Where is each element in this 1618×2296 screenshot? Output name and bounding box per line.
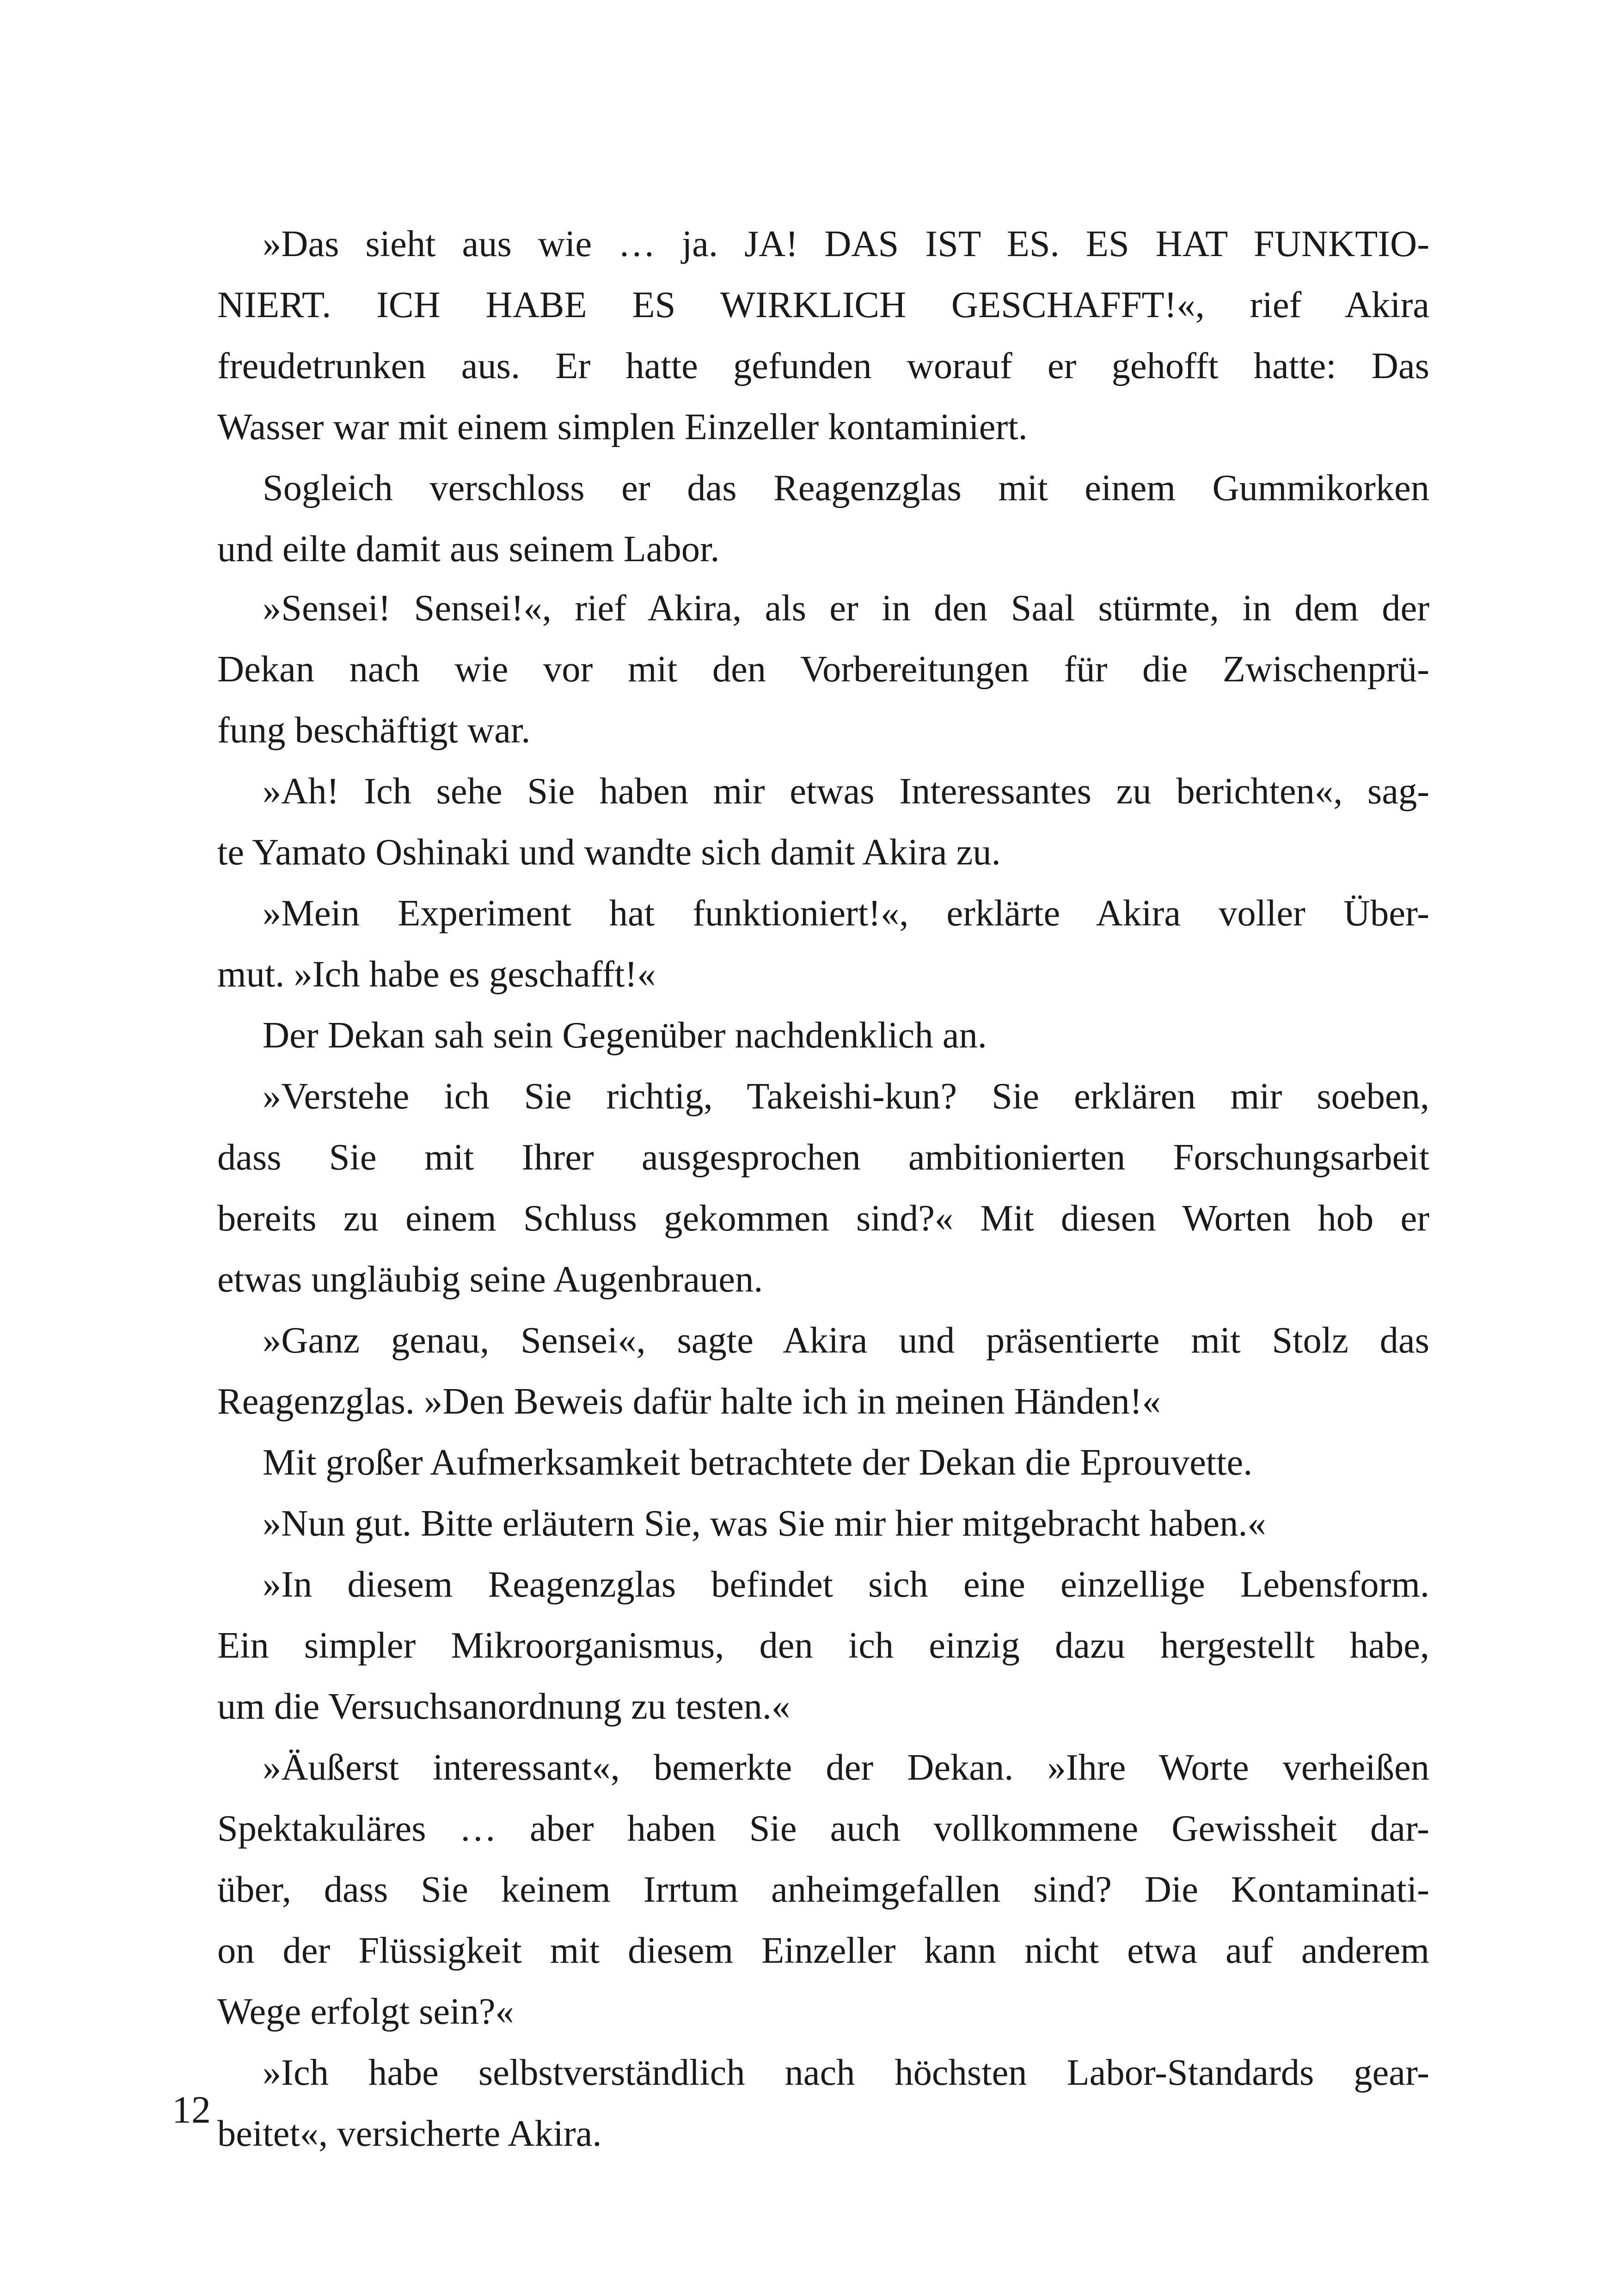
text-line: freudetrunken aus. Er hatte gefunden worauf er gehofft hatte: Das <box>217 345 1429 386</box>
paragraph <box>172 883 1429 1005</box>
paragraph <box>172 1066 1429 1310</box>
paragraph <box>172 1493 1429 1554</box>
paragraph <box>172 214 1429 458</box>
text-line: »Sensei! Sensei!«, rief Akira, als er in den Saal stürmte, in dem der <box>263 588 1429 629</box>
text-line: Der Dekan sah sein Gegenüber nachdenklich an. <box>263 1015 987 1056</box>
text-line: etwas ungläubig seine Augenbrauen. <box>217 1259 763 1300</box>
text-line: und eilte damit aus seinem Labor. <box>217 528 720 569</box>
text-line: Sogleich verschloss er das Reagenzglas mit einem Gummikorken <box>263 467 1429 508</box>
text-line: »Ganz genau, Sensei«, sagte Akira und präsentierte mit Stolz das <box>263 1320 1429 1361</box>
paragraph <box>172 2042 1429 2164</box>
text-line: »Nun gut. Bitte erläutern Sie, was Sie mir hier mitgebracht haben.« <box>263 1503 1266 1544</box>
text-line: Mit großer Aufmerksamkeit betrachtete der Dekan die Eprouvette. <box>263 1442 1253 1483</box>
text-line: über, dass Sie keinem Irrtum anheimgefallen sind? Die Kontaminati- <box>217 1869 1429 1910</box>
text-line: Dekan nach wie vor mit den Vorbereitungen für die Zwischenprü- <box>217 649 1429 690</box>
paragraph <box>172 1005 1429 1066</box>
page-number: 12 <box>172 2088 211 2131</box>
paragraph <box>172 761 1429 883</box>
text-line: Wege erfolgt sein?« <box>217 1991 514 2032</box>
text-line: »Das sieht aus wie … ja. JA! DAS IST ES. ES HAT FUNKTIO- <box>263 223 1429 264</box>
text-line: Spektakuläres … aber haben Sie auch vollkommene Gewissheit dar- <box>217 1808 1429 1849</box>
text-line: »Ah! Ich sehe Sie haben mir etwas Interessantes zu berichten«, sag- <box>263 771 1429 812</box>
text-line: »Ich habe selbstverständlich nach höchsten Labor-Standards gear- <box>263 2052 1429 2093</box>
paragraph <box>172 1554 1429 1737</box>
text-section-2 <box>172 578 1429 2164</box>
text-line: te Yamato Oshinaki und wandte sich damit Akira zu. <box>217 832 1001 873</box>
text-line: fung beschäftigt war. <box>217 710 531 751</box>
text-line: bereits zu einem Schluss gekommen sind?« Mit diesen Worten hob er <box>217 1198 1429 1239</box>
text-line: Reagenzglas. »Den Beweis dafür halte ich in meinen Händen!« <box>217 1381 1161 1422</box>
paragraph <box>172 1310 1429 1432</box>
text-line: on der Flüssigkeit mit diesem Einzeller kann nicht etwa auf anderem <box>217 1930 1429 1971</box>
paragraph <box>172 458 1429 580</box>
text-line: »Verstehe ich Sie richtig, Takeishi-kun? Sie erklären mir soeben, <box>263 1076 1429 1117</box>
text-line: NIERT. ICH HABE ES WIRKLICH GESCHAFFT!«, rief Akira <box>217 284 1429 325</box>
text-line: mut. »Ich habe es geschafft!« <box>217 954 656 995</box>
text-line: dass Sie mit Ihrer ausgesprochen ambitionierten Forschungsarbeit <box>217 1137 1429 1178</box>
paragraph <box>172 1432 1429 1493</box>
text-line: »Äußerst interessant«, bemerkte der Dekan. »Ihre Worte verheißen <box>263 1747 1429 1788</box>
text-line: »Mein Experiment hat funktioniert!«, erklärte Akira voller Über- <box>263 893 1429 934</box>
text-line: beitet«, versicherte Akira. <box>217 2113 602 2154</box>
text-line: Ein simpler Mikroorganismus, den ich einzig dazu hergestellt habe, <box>217 1625 1429 1666</box>
paragraph <box>172 578 1429 761</box>
text-line: um die Versuchsanordnung zu testen.« <box>217 1686 791 1727</box>
text-section-1 <box>172 214 1429 580</box>
text-line: »In diesem Reagenzglas befindet sich eine einzellige Lebensform. <box>263 1564 1429 1605</box>
text-line: Wasser war mit einem simplen Einzeller kontaminiert. <box>217 406 1028 447</box>
paragraph <box>172 1737 1429 2042</box>
